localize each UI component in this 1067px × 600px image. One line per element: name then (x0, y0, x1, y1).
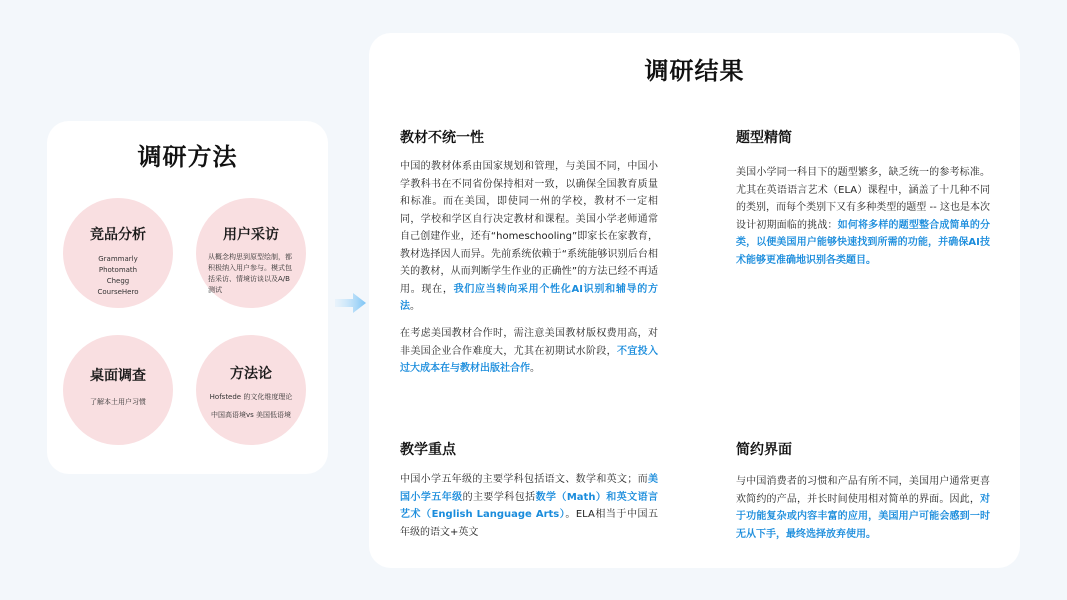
methods-title: 调研方法 (137, 143, 238, 171)
section-title: 教材不统一性 (400, 130, 484, 146)
method-line: CourseHero (97, 288, 139, 296)
method-line: Hofstede 的文化维度理论 (209, 393, 293, 401)
highlight-text: 如何将多样的题型整合成简单的分类，以便美国用户能够快速找到所需的功能，并确保AI技术能够更准确地识别各类题目。 (736, 219, 991, 266)
text: 美国小学同一科目下的题型繁多，缺乏统一的参考标准。尤其在英语语言艺术（ELA）课程中，涵盖了十几种不同的类别，而每个类别下又有多种类型的题型 -- 这也是本次设计初期面临的挑战： (736, 167, 990, 231)
methods-card (47, 121, 328, 474)
method-title: 用户采访 (223, 227, 279, 243)
section-paragraph (400, 158, 658, 316)
section-title: 简约界面 (736, 442, 792, 458)
results-title: 调研结果 (644, 57, 745, 85)
method-line: Chegg (106, 277, 130, 285)
method-title: 桌面调查 (90, 368, 146, 384)
text: 中国小学五年级的主要学科包括语文、数学和英文；而 (400, 474, 648, 485)
arrow-right-icon (333, 290, 369, 316)
text: 中国的教材体系由国家规划和管理，与美国不同，中国小学教科书在不同省份保持相对一致，以确保全国教育质量和标准。而在美国，即使同一州的学校，教材不一定相同，学校和学区自行决定教材和课程。美国小学老师通常自己创建作业，还有“homeschooling”即家长在家教育，教材选择因人而异。先前系统依赖于“系统能够识别后台相关的教材，从而判断学生作业的正确性”的方法已经不再适用。现在， (400, 161, 658, 295)
method-body: 从概念构思到原型绘制，都积极纳入用户参与。模式包括采访、情境访谈以及A/B测试 (208, 253, 292, 294)
text: 在考虑美国教材合作时，需注意美国教材版权费用高，对非美国企业合作难度大，尤其在初期试水阶段， (400, 328, 658, 357)
highlight-text: 美国小学五年级 (400, 474, 658, 503)
method-body (196, 391, 306, 421)
highlight-text: 对于功能复杂或内容丰富的应用，美国用户可能会感到一时无从下手，最终选择放弃使用。 (736, 493, 990, 540)
method-methodology (196, 335, 306, 445)
method-body (63, 397, 173, 408)
text: 。 (410, 301, 420, 312)
section-paragraph (400, 471, 658, 541)
method-line: 了解本土用户习惯 (90, 398, 146, 406)
section-paragraph (736, 164, 990, 269)
section-title: 题型精简 (736, 130, 792, 146)
method-line: Photomath (98, 266, 138, 274)
method-competitor-analysis (63, 198, 173, 308)
method-user-interview (196, 198, 306, 308)
method-line: Grammarly (98, 255, 138, 263)
text: 。 (530, 363, 540, 374)
section-paragraph (736, 473, 990, 543)
text: 与中国消费者的习惯和产品有所不同，美国用户通常更喜欢简约的产品，并长时间使用相对简单的界面。因此， (736, 476, 990, 505)
results-card (369, 33, 1020, 568)
method-body (63, 254, 173, 298)
section-title: 教学重点 (400, 442, 456, 458)
text: 的主要学科包括 (462, 491, 536, 503)
highlight-text: 不宜投入过大成本在与教材出版社合作 (400, 345, 659, 374)
highlight-text: 我们应当转向采用个性化AI识别和辅导的方法 (400, 283, 658, 312)
method-line: 中国高语境vs 美国低语境 (210, 411, 291, 419)
method-title: 竞品分析 (90, 227, 146, 243)
method-desk-research (63, 335, 173, 445)
section-paragraph (400, 325, 658, 378)
highlight-text: 数学（Math）和英文语言艺术（English Language Arts） (400, 491, 659, 520)
text: 。ELA相当于中国五年级的语文+英文 (400, 509, 658, 538)
method-title: 方法论 (230, 366, 272, 382)
